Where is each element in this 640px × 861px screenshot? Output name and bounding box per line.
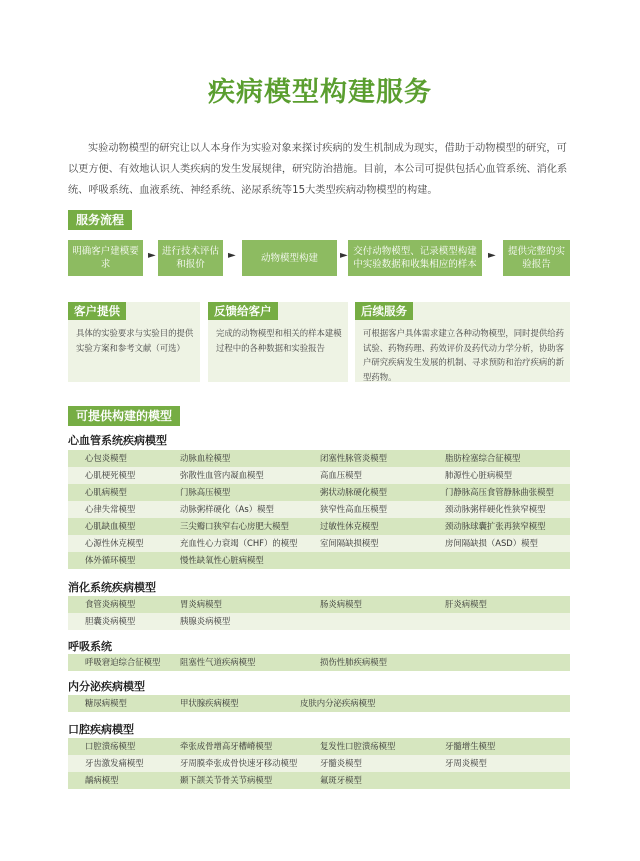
flow-step-5: 提供完整的实验报告: [503, 240, 570, 276]
table-cell: 胃炎病模型: [180, 599, 222, 609]
category-title-respiratory: 呼吸系统: [68, 640, 112, 653]
table-cell: 动脉粥样硬化（As）模型: [180, 504, 274, 514]
card-text: 完成的动物模型和相关的样本建模过程中的各种数据和实验报告: [216, 328, 342, 353]
table-cell: [308, 552, 433, 569]
table-row: [68, 654, 570, 671]
table-cell: 动脉血栓模型: [180, 453, 231, 463]
table-cell: 颈动脉粥样硬化性狭窄模型: [445, 504, 546, 514]
category-title-endocrine: 内分泌疾病模型: [68, 680, 145, 693]
arrow-right-icon: ►: [228, 250, 236, 261]
table-cell: 粥状动脉硬化模型: [320, 487, 387, 497]
table-row: [68, 518, 570, 535]
table-cell: 心包炎模型: [85, 453, 127, 463]
table-cell: 食管炎病模型: [85, 599, 136, 609]
page-title: 疾病模型构建服务: [208, 77, 432, 108]
table-cell: 复发性口腔溃疡模型: [320, 741, 396, 751]
table-cell: 氟斑牙模型: [320, 775, 362, 785]
intro-paragraph: 实验动物模型的研究让以人本身作为实验对象来探讨疾病的发生机制成为现实，借助于动物模型的研究，可以更方便、有效地认识人类疾病的发生发展规律，研究防治措施。目前，本公司可提供包括心血管系统、消化系统、呼吸系统、血液系统、神经系统、泌尿系统等15大类型疾病动物模型的构建。: [68, 143, 568, 196]
table-cell: 狭窄性高血压模型: [320, 504, 387, 514]
table-row: [68, 484, 570, 501]
table-cell: 慢性缺氧性心脏病模型: [180, 555, 264, 565]
table-cell: 肝炎病模型: [445, 599, 487, 609]
category-title-oral: 口腔疾病模型: [68, 723, 134, 736]
table-cell: 充血性心力衰竭（CHF）的模型: [180, 538, 298, 548]
flow-step-3: 动物模型构建: [242, 240, 337, 276]
card-label: 反馈给客户: [208, 302, 278, 320]
arrow-right-icon: ►: [148, 250, 156, 261]
table-cell: [433, 772, 570, 789]
table-cell: 弥散性血管内凝血模型: [180, 470, 264, 480]
table-row: [68, 467, 570, 484]
table-cell: 肠炎病模型: [320, 599, 362, 609]
table-row: [68, 738, 570, 755]
model-grid-endocrine: [68, 695, 570, 712]
table-row: [68, 613, 570, 630]
table-cell: 皮肤内分泌疾病模型: [300, 698, 376, 708]
table-row: [68, 450, 570, 467]
card-label: 客户提供: [68, 302, 126, 320]
table-cell: 门脉高压模型: [180, 487, 231, 497]
table-cell: 阻塞性气道疾病模型: [180, 657, 256, 667]
table-cell: [433, 613, 570, 630]
table-cell: 室间隔缺损模型: [320, 538, 379, 548]
model-grid-oral: [68, 738, 570, 789]
table-cell: 牙周膜牵张成骨快速牙移动模型: [180, 758, 298, 768]
table-cell: 心源性休克模型: [85, 538, 144, 548]
table-row: [68, 501, 570, 518]
card-customer-provides: [68, 302, 200, 382]
card-label: 后续服务: [355, 302, 413, 320]
table-cell: 龋病模型: [85, 775, 119, 785]
model-grid-cardio: [68, 450, 570, 569]
table-cell: 胆囊炎病模型: [85, 616, 136, 626]
table-row: [68, 596, 570, 613]
table-cell: 心肌梗死模型: [85, 470, 136, 480]
table-cell: 胰腺炎病模型: [180, 616, 231, 626]
table-cell: 心肌缺血模型: [85, 521, 136, 531]
table-row: [68, 755, 570, 772]
table-cell: 颈动脉球囊扩张再狭窄模型: [445, 521, 546, 531]
table-cell: 脂肪栓塞综合征模型: [445, 453, 521, 463]
table-row: [68, 695, 570, 712]
table-cell: 体外循环模型: [85, 555, 136, 565]
table-cell: 呼吸窘迫综合征模型: [85, 657, 161, 667]
table-cell: 门静脉高压食管静脉曲张模型: [445, 487, 554, 497]
table-cell: 牙髓炎模型: [320, 758, 362, 768]
table-cell: [433, 552, 570, 569]
table-cell: 心律失常模型: [85, 504, 136, 514]
table-row: [68, 552, 570, 569]
table-cell: 高血压模型: [320, 470, 362, 480]
table-row: [68, 535, 570, 552]
flow-step-2: 进行技术评估和报价: [158, 240, 223, 276]
flow-step-1: 明确客户建模要求: [68, 240, 143, 276]
models-label: 可提供构建的模型: [68, 406, 180, 426]
card-feedback: [208, 302, 348, 382]
table-cell: 牵张成骨增高牙槽嵴模型: [180, 741, 273, 751]
table-row: [68, 772, 570, 789]
table-cell: 牙周炎模型: [445, 758, 487, 768]
card-text: 可根据客户具体需求建立各种动物模型，同时提供给药试验、药物药理、药效评价及药代动力学分析，协助客户研究疾病发生发展的机制、寻求预防和治疗疾病的新型药物。: [363, 328, 564, 382]
table-cell: 房间隔缺损（ASD）模型: [445, 538, 538, 548]
table-cell: 糖尿病模型: [85, 698, 127, 708]
table-cell: 甲状腺疾病模型: [180, 698, 239, 708]
table-cell: 牙髓增生模型: [445, 741, 496, 751]
table-cell: 肺源性心脏病模型: [445, 470, 512, 480]
model-grid-respiratory: [68, 654, 570, 671]
table-cell: 牙齿激发痛模型: [85, 758, 144, 768]
table-cell: [433, 654, 570, 671]
category-title-cardio: 心血管系统疾病模型: [68, 434, 167, 447]
model-grid-digestive: [68, 596, 570, 630]
arrow-right-icon: ►: [488, 250, 496, 261]
table-cell: 闭塞性脉管炎模型: [320, 453, 387, 463]
service-flow-label: 服务流程: [68, 210, 132, 230]
table-cell: 口腔溃疡模型: [85, 741, 136, 751]
table-cell: 过敏性休克模型: [320, 521, 379, 531]
arrow-right-icon: ►: [340, 250, 348, 261]
card-followup: [355, 302, 570, 382]
table-cell: 颞下颌关节骨关节病模型: [180, 775, 273, 785]
table-cell: 损伤性肺疾病模型: [320, 657, 387, 667]
table-cell: 心肌病模型: [85, 487, 127, 497]
flow-step-4: 交付动物模型、记录模型构建中实验数据和收集相应的样本: [348, 240, 482, 276]
table-cell: [308, 613, 433, 630]
card-text: 具体的实验要求与实验目的提供实验方案和参考文献（可选）: [76, 328, 194, 353]
table-cell: 三尖瓣口狭窄右心房肥大模型: [180, 521, 289, 531]
category-title-digestive: 消化系统疾病模型: [68, 581, 156, 594]
